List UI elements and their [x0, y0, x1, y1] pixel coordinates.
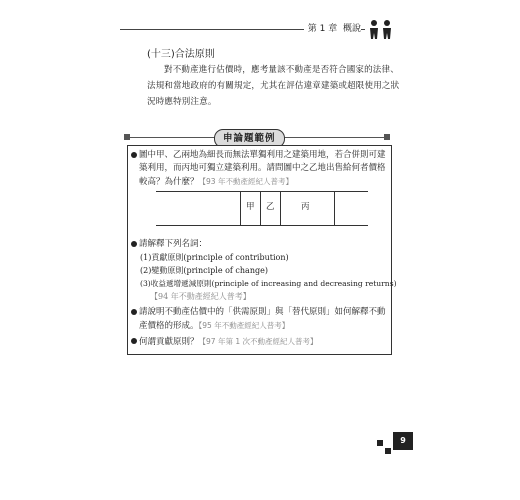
question-source: 【95 年不動產經紀人普考】	[198, 321, 290, 330]
question-2	[131, 238, 386, 251]
question-source: 【94 年不動產經紀人普考】	[150, 292, 251, 301]
diagram-divider	[260, 191, 261, 225]
land-diagram	[156, 191, 368, 227]
question-1	[131, 149, 386, 189]
diagram-cell-a: 甲	[246, 202, 255, 212]
exercise-box	[127, 145, 397, 355]
question-text: 圖中甲、乙兩地為細長而無法單獨利用之建築用地，若合併則可建築利用，而丙地可獨立建築利用。請問圖中之乙地出售給何者價格較高？為什麼？	[139, 150, 386, 187]
question-text: 何謂貢獻原則？	[139, 337, 199, 347]
diagram-divider	[240, 191, 241, 225]
term-item: (2)變動原則(principle of change)	[140, 266, 268, 275]
banner-right-mark	[384, 134, 390, 140]
bullet-icon	[131, 338, 137, 344]
question-source: 【93 年不動產經紀人普考】	[198, 177, 293, 186]
diagram-top-line	[156, 191, 368, 192]
page-number: 9	[393, 432, 413, 450]
page-corner	[377, 430, 413, 460]
diagram-divider	[334, 191, 335, 225]
diagram-cell-c: 丙	[301, 202, 310, 212]
diagram-cell-b: 乙	[266, 202, 275, 212]
term-item: (1)貢獻原則(principle of contribution)	[140, 253, 289, 262]
figures-logo-icon	[367, 19, 395, 41]
question-text: 請說明不動產估價中的「供需原則」與「替代原則」如何解釋不動產價格的形成。	[139, 307, 386, 331]
bullet-icon	[131, 309, 137, 315]
banner-left-mark	[124, 134, 130, 140]
section-title: (十三)合法原則	[147, 49, 215, 60]
question-4	[131, 335, 386, 349]
corner-square	[385, 448, 391, 454]
question-text: 請解釋下列名詞：	[139, 239, 208, 249]
corner-square	[377, 440, 383, 446]
question-3	[131, 306, 386, 333]
banner-label: 申論題範例	[214, 129, 285, 148]
bullet-icon	[131, 152, 137, 158]
diagram-bottom-line	[156, 225, 368, 226]
diagram-divider	[280, 191, 281, 225]
header-chapter: 第 1 章 概說	[304, 21, 361, 34]
page-header	[120, 20, 395, 44]
question-source: 【97 年第 1 次不動產經紀人普考】	[198, 337, 318, 346]
term-item: (3)收益遞增遞減原則(principle of increasing and decreasing returns)	[140, 279, 397, 288]
section-body: 對不動產進行估價時，應考量該不動產是否符合國家的法律、法規和當地政府的有關規定，尤其在評估違章建築或超限使用之狀況時應特別注意。	[147, 65, 400, 107]
bullet-icon	[131, 241, 137, 247]
